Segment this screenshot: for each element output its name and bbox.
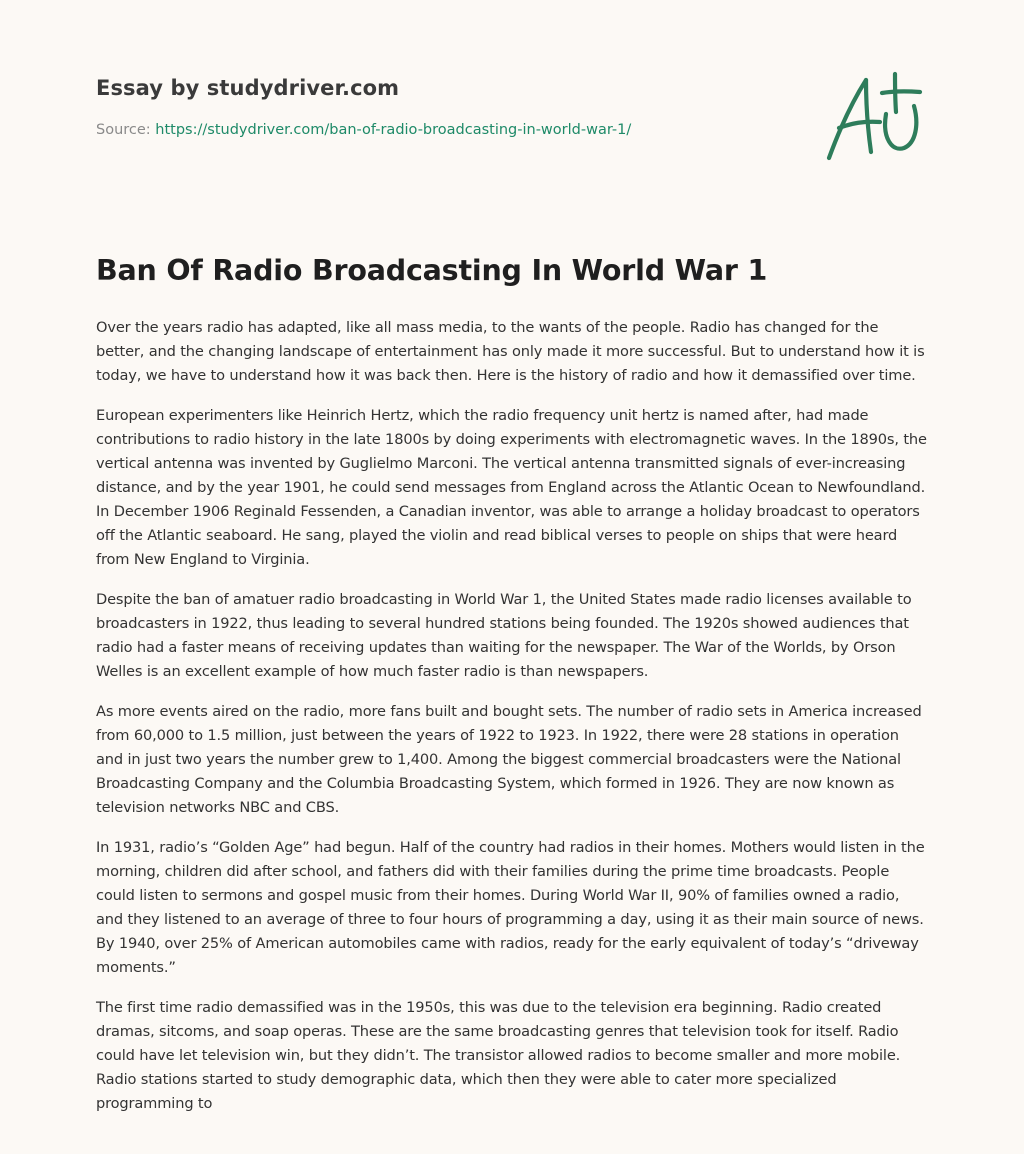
essay-title: Ban Of Radio Broadcasting In World War 1 [96,254,768,287]
brand-title: Essay by studydriver.com [96,76,400,100]
essay-paragraph: Over the years radio has adapted, like all mass media, to the wants of the people. Radio has changed for the better, and the changing landscape of entertainment has only made it more successful. But to understand how it is today, we have to understand how it was back then. Here is the history of radio and how it demassified over time. [96,319,925,384]
essay-paragraph: As more events aired on the radio, more fans built and bought sets. The number of radio sets in America increased from 60,000 to 1.5 million, just between the years of 1922 to 1923. In 1922, there were 28 stations in operation and in just two years the number grew to 1,400. Among the biggest commercial broadcasters were the National Broadcasting Company and the Columbia Broadcasting System, which formed in 1926. They are now known as television networks NBC and CBS. [96,703,922,816]
essay-paragraph: European experimenters like Heinrich Hertz, which the radio frequency unit hertz is named after, had made contributions to radio history in the late 1800s by doing experiments with electromagnetic waves. In the 1890s, the vertical antenna was invented by Guglielmo Marconi. The vertical antenna transmitted signals of ever-increasing distance, and by the year 1901, he could send messages from England across the Atlantic Ocean to Newfoundland. In December 1906 Reginald Fessenden, a Canadian inventor, was able to arrange a holiday broadcast to operators off the Atlantic seaboard. He sang, played the violin and read biblical verses to people on ships that were heard from New England to Virginia. [96,407,927,568]
essay-paragraph: In 1931, radio’s “Golden Age” had begun. Half of the country had radios in their homes. Mothers would listen in the morning, children did after school, and fathers did with their families during the prime time broadcasts. People could listen to sermons and gospel music from their homes. During World War II, 90% of families owned a radio, and they listened to an average of three to four hours of programming a day, using it as their main source of news. By 1940, over 25% of American automobiles came with radios, ready for the early equivalent of today’s “driveway moments.” [96,839,925,976]
source-link[interactable]: https://studydriver.com/ban-of-radio-broadcasting-in-world-war-1/ [155,122,632,138]
page-header [96,76,936,138]
source-line [96,122,936,138]
a-plus-grade-icon [822,66,926,166]
essay-body [96,316,928,1132]
source-label: Source: [96,122,156,138]
essay-paragraph: Despite the ban of amatuer radio broadcasting in World War 1, the United States made radio licenses available to broadcasters in 1922, thus leading to several hundred stations being founded. The 1920s showed audiences that radio had a faster means of receiving updates than waiting for the newspaper. The War of the Worlds, by Orson Welles is an excellent example of how much faster radio is than newspapers. [96,591,912,680]
essay-paragraph: The first time radio demassified was in the 1950s, this was due to the television era beginning. Radio created dramas, sitcoms, and soap operas. These are the same broadcasting genres that television took for itself. Radio could have let television win, but they didn’t. The transistor allowed radios to become smaller and more mobile. Radio stations started to study demographic data, which then they were able to cater more specialized programming to [96,999,901,1112]
